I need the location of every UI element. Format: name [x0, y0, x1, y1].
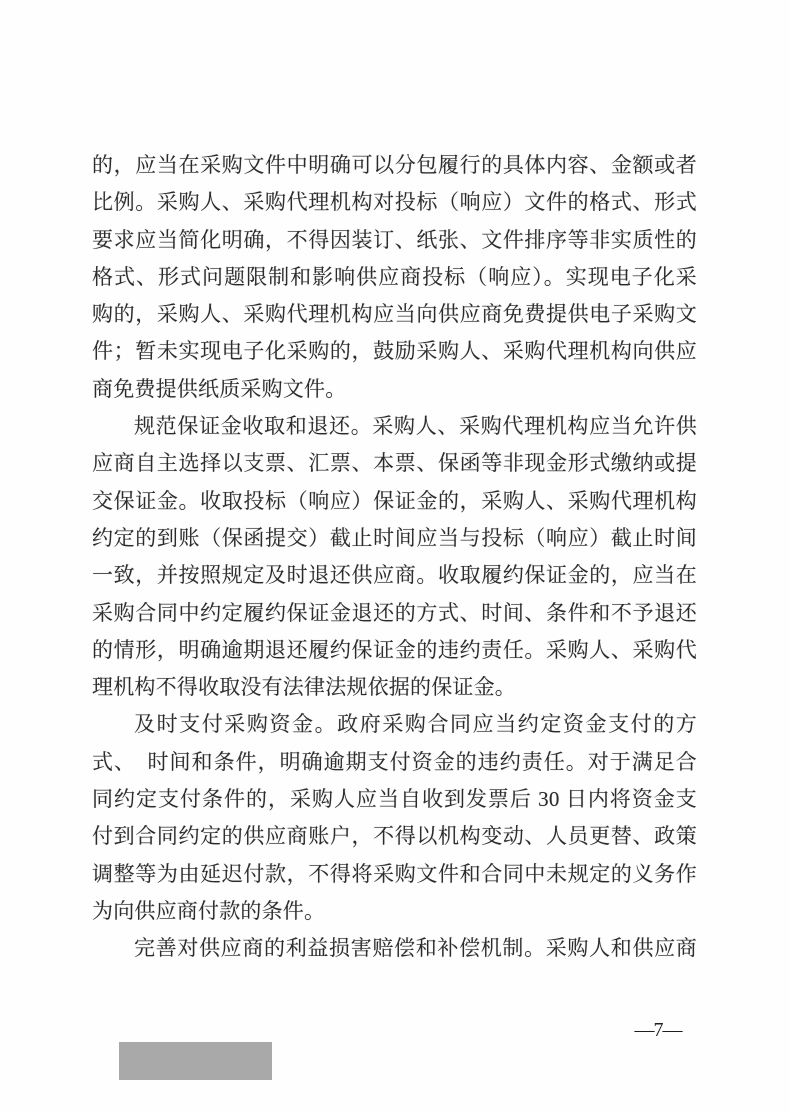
- text-line: 完善对供应商的利益损害赔偿和补偿机制。采购人和供应商: [134, 936, 697, 961]
- text-line: 采购合同中约定履约保证金退还的方式、时间、条件和不予退还: [92, 600, 697, 625]
- scan-smudge-box: [119, 1042, 272, 1080]
- text-line: 一致，并按照规定及时退还供应商。收取履约保证金的，应当在: [92, 563, 697, 588]
- paragraph: [92, 930, 697, 967]
- text-line: 同约定支付条件的，采购人应当自收到发票后 30 日内将资金支: [92, 787, 697, 812]
- text-line: 式、 时间和条件，明确逾期支付资金的违约责任。对于满足合: [92, 749, 697, 774]
- text-line: 为向供应商付款的条件。: [92, 898, 326, 923]
- text-line: 格式、形式问题限制和影响供应商投标（响应）。实现电子化采: [92, 264, 697, 289]
- text-line: 比例。采购人、采购代理机构对投标（响应）文件的格式、形式: [92, 190, 697, 215]
- paragraph: [92, 147, 697, 408]
- text-line: 及时支付采购资金。政府采购合同应当约定资金支付的方: [134, 712, 697, 737]
- page-number: —7—: [634, 1019, 682, 1041]
- text-line: 的，应当在采购文件中明确可以分包履行的具体内容、金额或者: [92, 153, 697, 177]
- text-line: 付到合同约定的供应商账户，不得以机构变动、人员更替、政策: [92, 824, 697, 849]
- text-line: 调整等为由延迟付款，不得将采购文件和合同中未规定的义务作: [92, 861, 697, 886]
- text-line: 应商自主选择以支票、汇票、本票、保函等非现金形式缴纳或提: [92, 451, 697, 476]
- text-line: 理机构不得收取没有法律法规依据的保证金。: [92, 675, 516, 700]
- text-line: 规范保证金收取和退还。采购人、采购代理机构应当允许供: [134, 414, 697, 439]
- text-line: 购的，采购人、采购代理机构应当向供应商免费提供电子采购文: [92, 302, 697, 327]
- text-block: [92, 147, 697, 968]
- paragraph: [92, 408, 697, 706]
- text-line: 的情形，明确逾期退还履约保证金的违约责任。采购人、采购代: [92, 637, 697, 662]
- text-line: 件；暂未实现电子化采购的，鼓励采购人、采购代理机构向供应: [92, 339, 697, 364]
- text-line: 要求应当简化明确，不得因装订、纸张、文件排序等非实质性的: [92, 227, 697, 252]
- paragraph: [92, 706, 697, 930]
- text-line: 交保证金。收取投标（响应）保证金的，采购人、采购代理机构: [92, 488, 697, 513]
- text-line: 约定的到账（保函提交）截止时间应当与投标（响应）截止时间: [92, 525, 697, 550]
- text-line: 商免费提供纸质采购文件。: [92, 376, 347, 401]
